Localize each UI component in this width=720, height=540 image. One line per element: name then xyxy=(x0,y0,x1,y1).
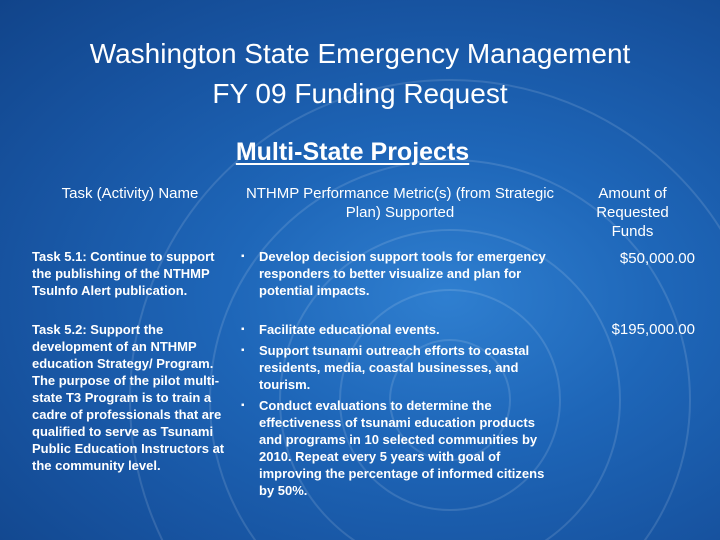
header-requested-funds: Amount of Requested Funds xyxy=(596,185,669,240)
metric-item: ▪ Facilitate educational events. xyxy=(236,321,556,338)
header-task-name: Task (Activity) Name xyxy=(61,185,199,202)
metric-item: ▪ Conduct evaluations to determine the effectiveness of tsunami education products and programs in 10 selected communities by 2010. Repeat every 5 years with goal of improving the percentage of informed citizens by 50%. xyxy=(236,397,556,499)
row-1-metrics xyxy=(236,248,546,299)
row-2-metrics xyxy=(236,321,556,499)
row-1-task: Task 5.1: Continue to support the publishing of the NTHMP TsuInfo Alert publication. xyxy=(32,249,215,298)
title-line-1: Washington State Emergency Management xyxy=(89,38,631,69)
row-1-amount: $50,000.00 xyxy=(619,250,695,267)
section-subtitle: Multi-State Projects xyxy=(235,138,470,166)
slide-title xyxy=(0,34,720,114)
title-line-2: FY 09 Funding Request xyxy=(212,78,508,109)
row-2-task: Task 5.2: Support the development of an NTHMP education Strategy/ Program. The purpose of the pilot multi-state T3 Program is to train a cadre of professionals that are qualified to serve as Tsunami Public Education Instructors at the community level. xyxy=(32,322,225,473)
metric-item: ▪ Develop decision support tools for emergency responders to better visualize and plan for potential impacts. xyxy=(236,248,546,299)
row-2-amount: $195,000.00 xyxy=(611,321,695,338)
header-performance-metric: NTHMP Performance Metric(s) (from Strategic Plan) Supported xyxy=(245,185,555,221)
metric-item: ▪ Support tsunami outreach efforts to coastal residents, media, coastal businesses, and tourism. xyxy=(236,342,556,393)
